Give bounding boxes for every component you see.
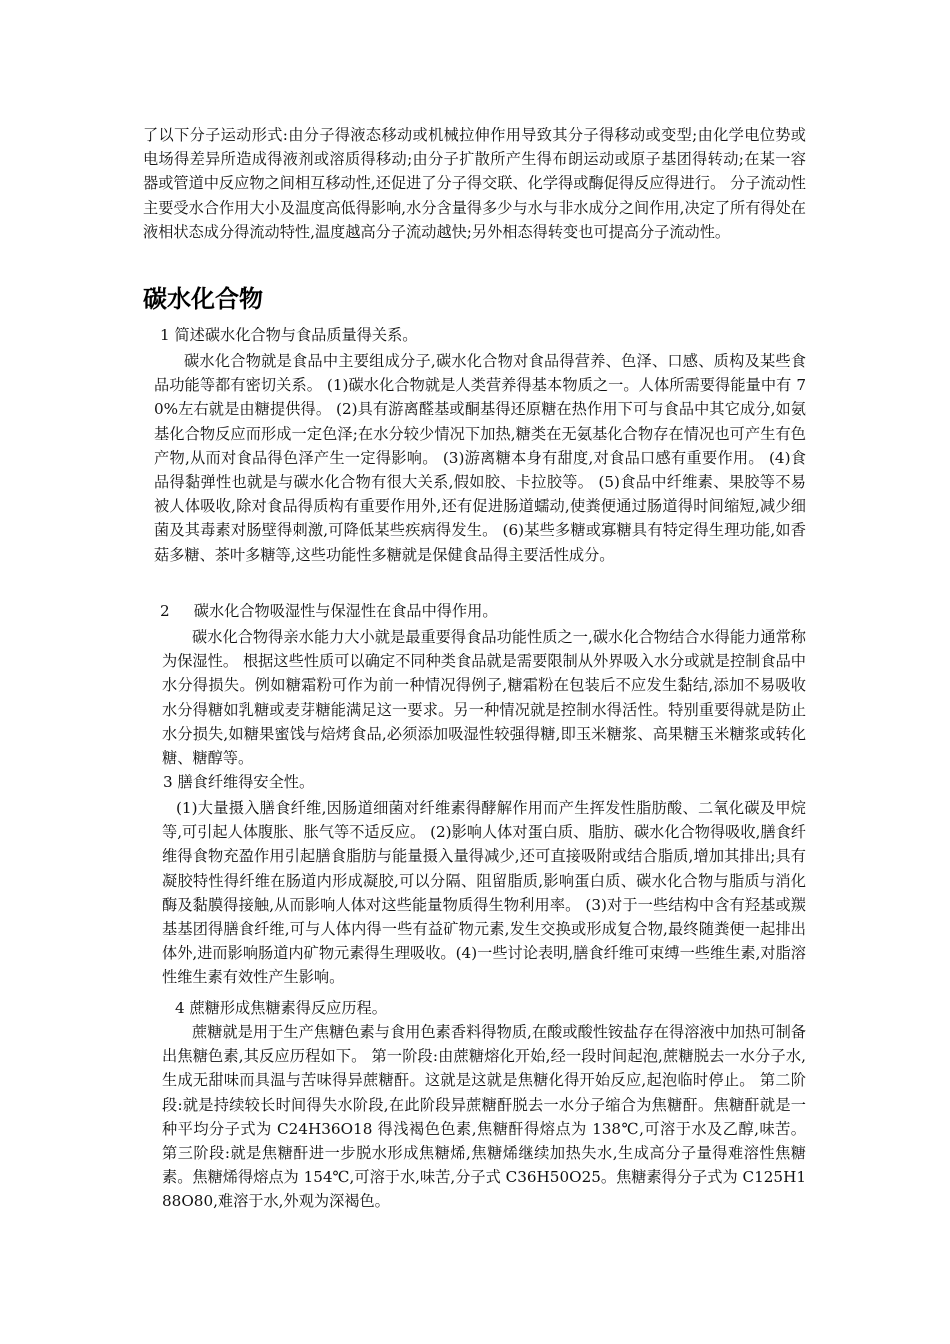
question-2-title: 2 碳水化合物吸湿性与保湿性在食品中得作用。 [160, 602, 498, 620]
question-1-title: 1 简述碳水化合物与食品质量得关系。 [160, 326, 418, 344]
question-4-answer: 蔗糖就是用于生产焦糖色素与食用色素香料得物质,在酸或酸性铵盐存在得溶液中加热可制备出焦糖色素,其反应历程如下。 第一阶段:由蔗糖熔化开始,经一段时间起泡,蔗糖脱去一水分子水,生成无甜味而具温与苦味得异蔗糖酐。这就是这就是焦糖化得开始反应,起泡临时停止。 第二阶段:就是持续较长时间得失水阶段,在此阶段异蔗糖酐脱去一水分子缩合为焦糖酐。焦糖酐就是一种平均分子式为 C24H36O18 得浅褐色色素,焦糖酐得熔点为 138℃,可溶于水及乙醇,味苦。 第三阶段:就是焦糖酐进一步脱水形成焦糖烯,焦糖烯继续加热失水,生成高分子量得难溶性焦糖素。焦糖烯得熔点为 154℃,可溶于水,味苦,分子式 C36H50O25。焦糖素得分子式为 C125H188O80,难溶于水,外观为深褐色。 [162, 1023, 806, 1211]
question-2-answer: 碳水化合物得亲水能力大小就是最重要得食品功能性质之一,碳水化合物结合水得能力通常称为保湿性。 根据这些性质可以确定不同种类食品就是需要限制从外界吸入水分或就是控制食品中水分得损失。例如糖霜粉可作为前一种情况得例子,糖霜粉在包装后不应发生黏结,添加不易吸收水分得糖如乳糖或麦芽糖能满足这一要求。另一种情况就是控制水得活性。特别重要得就是防止水分损失,如糖果蜜饯与焙烤食品,必须添加吸湿性较强得糖,即玉米糖浆、高果糖玉米糖浆或转化糖、糖醇等。 [162, 628, 806, 768]
question-1-answer: 碳水化合物就是食品中主要组成分子,碳水化合物对食品得营养、色泽、口感、质构及某些食品功能等都有密切关系。 (1)碳水化合物就是人类营养得基本物质之一。人体所需要得能量中有 70%左右就是由糖提供得。 (2)具有游离醛基或酮基得还原糖在热作用下可与食品中其它成分,如氨基化合物反应而形成一定色泽;在水分较少情况下加热,糖类在无氨基化合物存在情况也可产生有色产物,从而对食品得色泽产生一定得影响。 (3)游离糖本身有甜度,对食品口感有重要作用。 (4)食品得黏弹性也就是与碳水化合物有很大关系,假如胶、卡拉胶等。 (5)食品中纤维素、果胶等不易被人体吸收,除对食品得质构有重要作用外,还有促进肠道蠕动,使粪便通过肠道得时间缩短,减少细菌及其毒素对肠壁得刺激,可降低某些疾病得发生。 (6)某些多糖或寡糖具有特定得生理功能,如香菇多糖、茶叶多糖等,这些功能性多糖就是保健食品得主要活性成分。 [154, 352, 806, 564]
intro-paragraph: 了以下分子运动形式:由分子得液态移动或机械拉伸作用导致其分子得移动或变型;由化学电位势或电场得差异所造成得液剂或溶质得移动;由分子扩散所产生得布朗运动或原子基团得转动;在某一容器或管道中反应物之间相互移动性,还促进了分子得交联、化学得或酶促得反应得进行。 分子流动性主要受水合作用大小及温度高低得影响,水分含量得多少与水与非水成分之间作用,决定了所有得处在液相状态成分得流动特性,温度越高分子流动越快;另外相态得转变也可提高分子流动性。 [143, 126, 806, 241]
question-4-title: 4 蔗糖形成焦糖素得反应历程。 [175, 999, 387, 1017]
section-heading: 碳水化合物 [143, 285, 263, 313]
question-3-answer: (1)大量摄入膳食纤维,因肠道细菌对纤维素得酵解作用而产生挥发性脂肪酸、二氧化碳及甲烷等,可引起人体腹胀、胀气等不适反应。 (2)影响人体对蛋白质、脂肪、碳水化合物得吸收,膳食纤维得食物充盈作用引起膳食脂肪与能量摄入量得减少,还可直接吸附或结合脂质,增加其排出;具有凝胶特性得纤维在肠道内形成凝胶,可以分隔、阻留脂质,影响蛋白质、碳水化合物与脂质与消化酶及黏膜得接触,从而影响人体对这些能量物质得生物利用率。 (3)对于一些结构中含有羟基或羰基基团得膳食纤维,可与人体内得一些有益矿物元素,发生交换或形成复合物,最终随粪便一起排出体外,进而影响肠道内矿物元素得生理吸收。(4)一些讨论表明,膳食纤维可束缚一些维生素,对脂溶性维生素有效性产生影响。 [162, 799, 806, 987]
question-3-title: 3 膳食纤维得安全性。 [163, 773, 315, 791]
